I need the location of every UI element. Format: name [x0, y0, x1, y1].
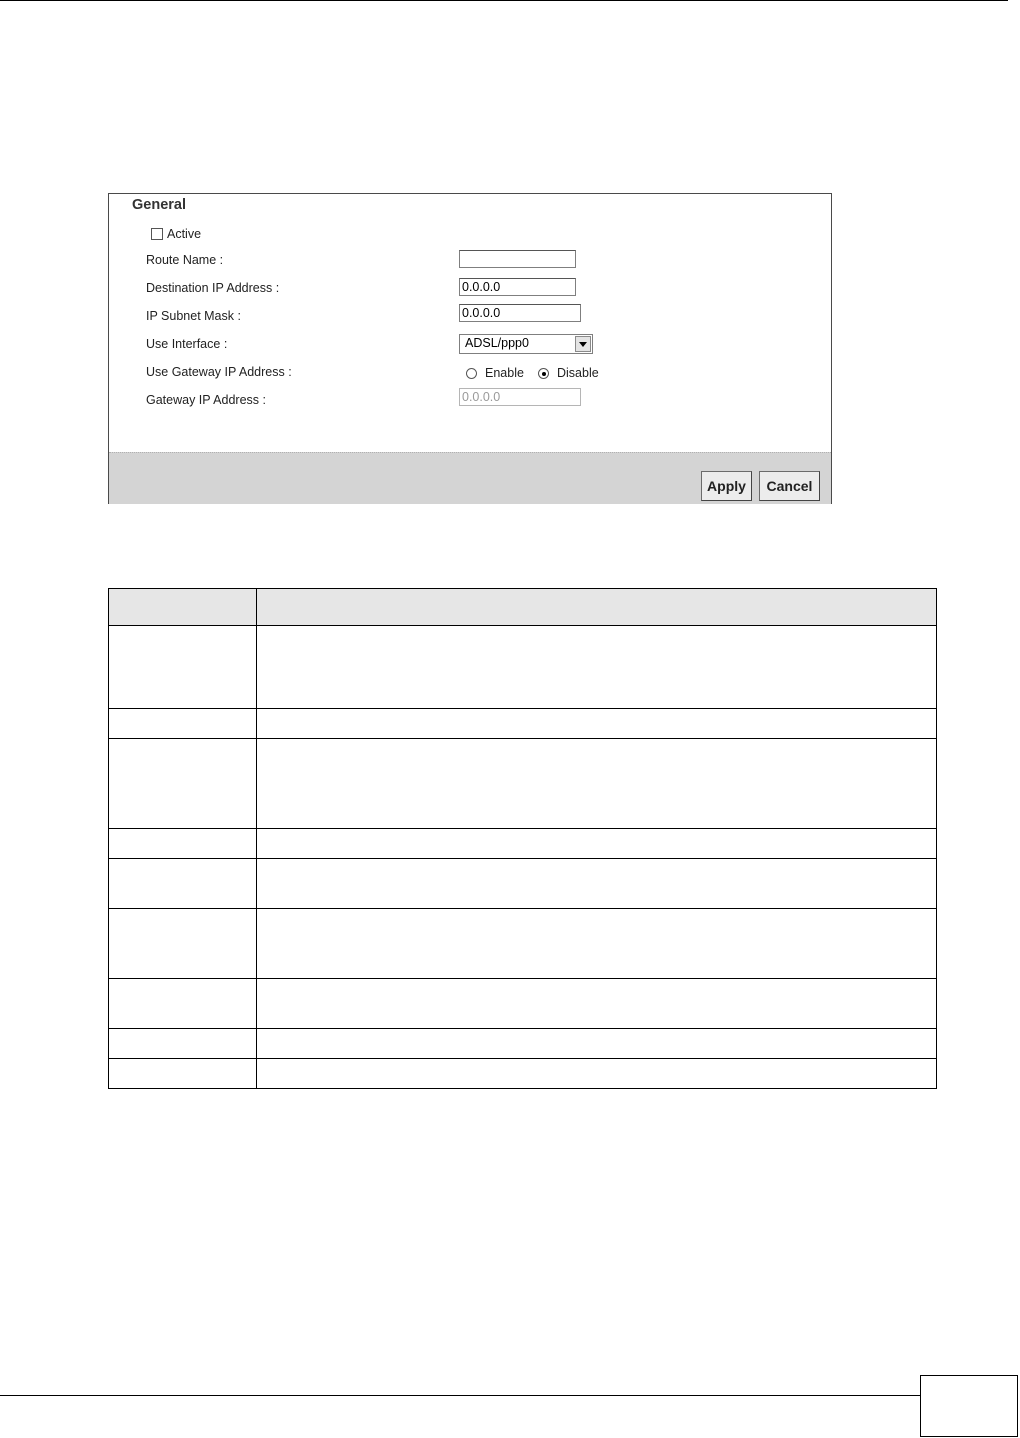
table-row — [109, 739, 937, 829]
cancel-button[interactable]: Cancel — [759, 471, 820, 501]
table-row — [109, 709, 937, 739]
section-title: General — [132, 197, 186, 213]
gateway-enable-label: Enable — [485, 366, 524, 380]
route-name-label: Route Name : — [146, 253, 224, 267]
table-cell — [257, 859, 937, 909]
table-cell — [257, 1059, 937, 1089]
table-cell — [257, 979, 937, 1029]
table-header-row — [109, 589, 937, 626]
route-name-input[interactable] — [459, 250, 576, 268]
table-row — [109, 1029, 937, 1059]
table-row — [109, 829, 937, 859]
static-route-edit-panel — [108, 193, 832, 504]
use-interface-label: Use Interface : — [146, 337, 228, 351]
field-description-table — [108, 588, 937, 1089]
destination-ip-label: Destination IP Address : — [146, 281, 280, 295]
table-cell — [109, 709, 257, 739]
subnet-mask-label: IP Subnet Mask : — [146, 309, 241, 323]
table-row — [109, 859, 937, 909]
table-cell — [109, 739, 257, 829]
table-cell — [257, 626, 937, 709]
table-cell — [109, 829, 257, 859]
table-cell — [257, 739, 937, 829]
table-row — [109, 979, 937, 1029]
table-cell — [109, 909, 257, 979]
table-cell — [257, 709, 937, 739]
gateway-disable-radio[interactable] — [538, 368, 549, 379]
table-cell — [109, 626, 257, 709]
page-number-box — [920, 1375, 1018, 1437]
table-row — [109, 909, 937, 979]
gateway-disable-label: Disable — [557, 366, 599, 380]
table-cell — [109, 859, 257, 909]
gateway-ip-label: Gateway IP Address : — [146, 393, 266, 407]
gateway-ip-input — [459, 388, 581, 406]
use-gateway-label: Use Gateway IP Address : — [146, 365, 292, 379]
table-cell — [257, 909, 937, 979]
table-cell — [257, 1029, 937, 1059]
table-row — [109, 1059, 937, 1089]
use-interface-select[interactable] — [459, 334, 593, 354]
button-bar — [109, 452, 831, 504]
table-row — [109, 626, 937, 709]
destination-ip-input[interactable] — [459, 278, 576, 296]
table-cell — [257, 589, 937, 626]
table-cell — [109, 589, 257, 626]
chevron-down-icon[interactable] — [575, 336, 591, 352]
table-cell — [109, 979, 257, 1029]
header-rule — [0, 0, 1008, 1]
active-label: Active — [167, 227, 202, 241]
active-checkbox[interactable] — [151, 228, 163, 240]
table-cell — [257, 829, 937, 859]
use-interface-value: ADSL/ppp0 — [465, 336, 529, 350]
gateway-enable-radio[interactable] — [466, 368, 477, 379]
table-cell — [109, 1059, 257, 1089]
apply-button[interactable]: Apply — [701, 471, 752, 501]
footer-rule — [0, 1395, 920, 1396]
subnet-mask-input[interactable] — [459, 304, 581, 322]
table-cell — [109, 1029, 257, 1059]
